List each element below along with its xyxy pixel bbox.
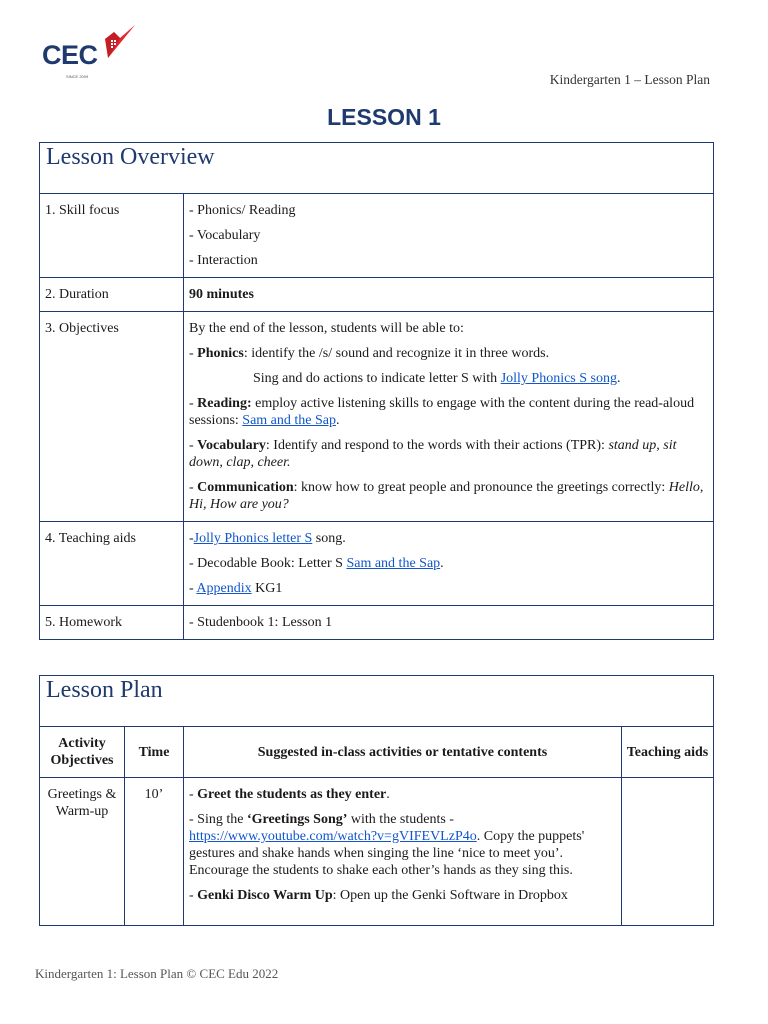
table-row-teaching-aids bbox=[40, 522, 714, 606]
objectives-label: 3. Objectives bbox=[40, 312, 184, 522]
activity-greet: - Greet the students as they enter. bbox=[189, 787, 390, 802]
greet-text: Greet the students as they enter bbox=[197, 787, 387, 802]
table-row-duration bbox=[40, 278, 714, 312]
homework-label: 5. Homework bbox=[40, 606, 184, 640]
phonics-label: Phonics bbox=[197, 346, 244, 361]
aid-item bbox=[189, 530, 708, 547]
objective-communication: - Communication: know how to great people and pronounce the greetings correctly: Hello, Hi, How are you? bbox=[189, 480, 704, 512]
teaching-aids-content bbox=[184, 522, 714, 606]
objective-vocabulary: - Vocabulary: Identify and respond to the words with their actions (TPR): stand up, sit down, clap, cheer. bbox=[189, 438, 677, 470]
duration-value: 90 minutes bbox=[189, 287, 254, 302]
aid-suffix: song. bbox=[312, 531, 346, 546]
objective-phonics-song bbox=[189, 370, 708, 387]
sing-prefix: - Sing the bbox=[189, 812, 247, 827]
overview-heading: Lesson Overview bbox=[40, 143, 714, 194]
decodable-book-link[interactable]: Sam and the Sap bbox=[346, 556, 441, 571]
column-header-activities: Suggested in-class activities or tentative contents bbox=[184, 727, 622, 778]
logo-mark-icon bbox=[100, 24, 136, 60]
objective-phonics: - Phonics: identify the /s/ sound and recognize it in three words. bbox=[189, 346, 550, 361]
comm-greetings: Hello, Hi, How are you? bbox=[189, 480, 704, 512]
activity-objective: Greetings & Warm-up bbox=[40, 778, 125, 926]
activity-aids bbox=[621, 778, 713, 926]
reading-end: . bbox=[336, 413, 340, 428]
column-header-aids: Teaching aids bbox=[621, 727, 713, 778]
homework-value: - Studenbook 1: Lesson 1 bbox=[184, 606, 714, 640]
jolly-phonics-letter-s-link[interactable]: Jolly Phonics letter S bbox=[193, 531, 313, 546]
phonics-text: : identify the /s/ sound and recognize it in three words. bbox=[243, 346, 550, 361]
aid-item bbox=[189, 555, 708, 572]
logo-text: CEC bbox=[42, 40, 98, 70]
duration-label: 2. Duration bbox=[40, 278, 184, 312]
vocab-words: stand up, sit down, clap, cheer. bbox=[189, 438, 677, 470]
page-footer: Kindergarten 1: Lesson Plan © CEC Edu 2022 bbox=[35, 966, 279, 981]
objectives-intro: By the end of the lesson, students will be able to: bbox=[189, 321, 464, 336]
reading-text: employ active listening skills to engage with the content during the read-aloud sessions: bbox=[189, 396, 695, 428]
lesson-overview-table bbox=[39, 142, 714, 640]
objective-reading: - Reading: employ active listening skills to engage with the content during the read-aloud sessions: Sam and the Sap. bbox=[189, 396, 695, 428]
plan-header-row bbox=[40, 727, 714, 778]
table-row-skill-focus bbox=[40, 194, 714, 278]
teaching-aids-label: 4. Teaching aids bbox=[40, 522, 184, 606]
aid-item bbox=[189, 580, 708, 597]
youtube-link[interactable]: https://www.youtube.com/watch?v=gVIFEVLzP4o bbox=[189, 829, 477, 844]
appendix-link[interactable]: Appendix bbox=[196, 581, 252, 596]
sam-and-the-sap-link[interactable]: Sam and the Sap bbox=[242, 413, 337, 428]
skill-item: - Vocabulary bbox=[189, 228, 261, 243]
aid-suffix: . bbox=[440, 556, 444, 571]
phonics-sub-text: Sing and do actions to indicate letter S with bbox=[253, 371, 501, 386]
skill-item: - Phonics/ Reading bbox=[189, 203, 296, 218]
logo-subtext: SINCE 2009 bbox=[66, 74, 89, 79]
vocab-text: : Identify and respond to the words with their actions (TPR): bbox=[265, 438, 609, 453]
column-header-objectives: Activity Objectives bbox=[40, 727, 125, 778]
aid-prefix: - Decodable Book: Letter S bbox=[189, 556, 347, 571]
aid-prefix: - bbox=[189, 531, 194, 546]
comm-text: : know how to great people and pronounce the greetings correctly: bbox=[293, 480, 669, 495]
aid-prefix: - bbox=[189, 581, 197, 596]
table-row-homework bbox=[40, 606, 714, 640]
greet-end: . bbox=[386, 787, 390, 802]
skill-focus-content bbox=[184, 194, 714, 278]
activity-sing bbox=[189, 811, 616, 879]
greetings-song-title: ‘Greetings Song’ bbox=[246, 812, 348, 827]
plan-heading: Lesson Plan bbox=[40, 676, 714, 727]
activity-genki: - Genki Disco Warm Up: Open up the Genki Software in Dropbox bbox=[189, 888, 568, 903]
objectives-content bbox=[184, 312, 714, 522]
comm-label: Communication bbox=[197, 480, 294, 495]
column-header-time: Time bbox=[125, 727, 184, 778]
genki-text: : Open up the Genki Software in Dropbox bbox=[332, 888, 568, 903]
table-row-objectives bbox=[40, 312, 714, 522]
cec-logo bbox=[42, 24, 138, 80]
jolly-phonics-s-song-link[interactable]: Jolly Phonics S song bbox=[500, 371, 617, 386]
table-row bbox=[40, 778, 714, 926]
skill-focus-label: 1. Skill focus bbox=[40, 194, 184, 278]
sing-mid: with the students - bbox=[347, 812, 454, 827]
vocab-label: Vocabulary bbox=[197, 438, 266, 453]
sing-instructions: . Copy the puppets' gestures and shake hands when singing the line ‘nice to meet you’. Encourage the students to shake each other’s hands as they sing this. bbox=[189, 829, 585, 878]
activity-content bbox=[184, 778, 622, 926]
page-title: LESSON 1 bbox=[327, 104, 441, 130]
skill-item: - Interaction bbox=[189, 253, 258, 268]
genki-title: Genki Disco Warm Up bbox=[197, 888, 333, 903]
reading-label: Reading: bbox=[197, 396, 252, 411]
activity-time: 10’ bbox=[125, 778, 184, 926]
lesson-plan-table bbox=[39, 675, 714, 926]
phonics-end: . bbox=[617, 371, 621, 386]
document-label: Kindergarten 1 – Lesson Plan bbox=[549, 72, 710, 87]
aid-suffix: KG1 bbox=[251, 581, 283, 596]
